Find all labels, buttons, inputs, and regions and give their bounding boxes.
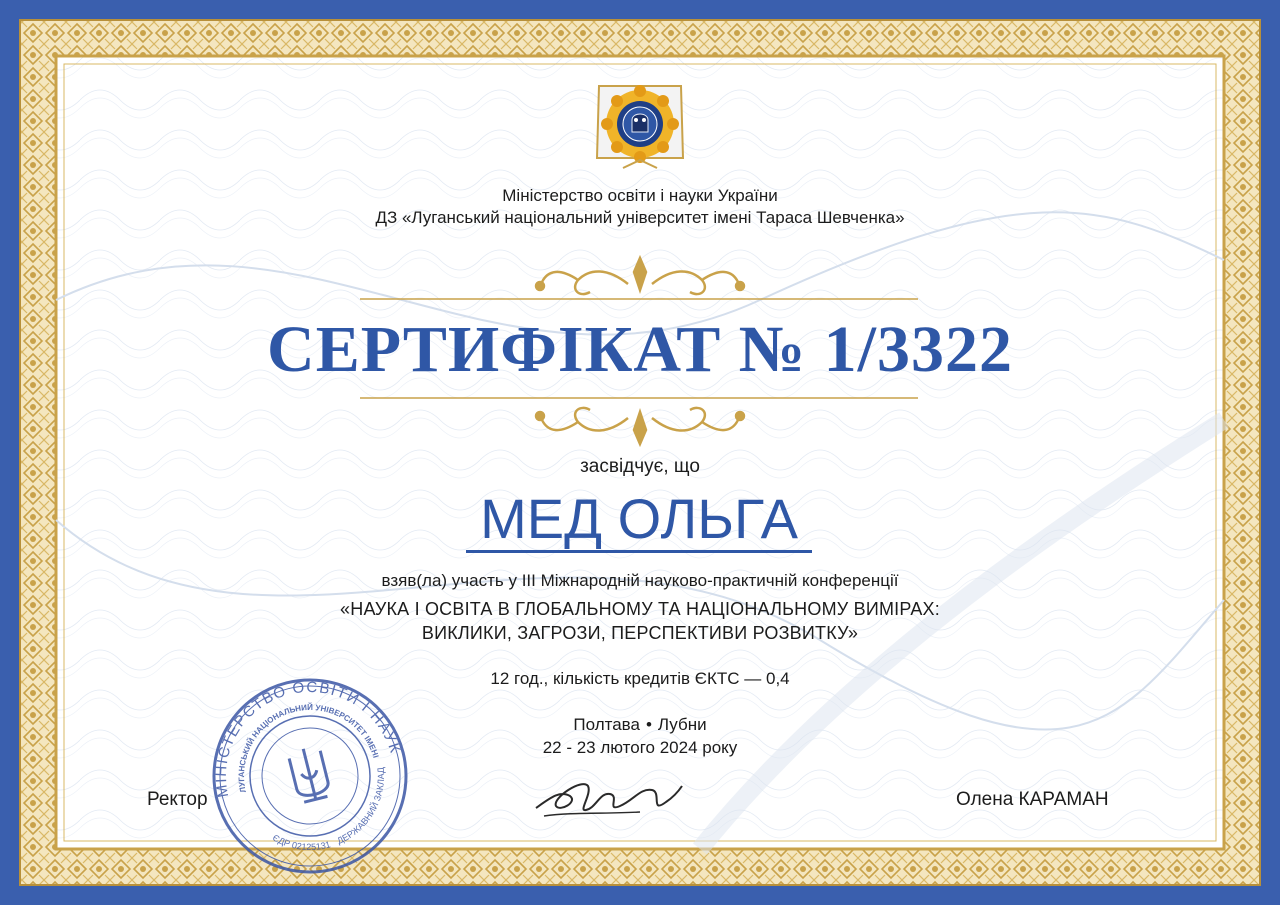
conference-title-line1: «НАУКА І ОСВІТА В ГЛОБАЛЬНОМУ ТА НАЦІОНАЛЬНОМУ ВИМІРАХ: xyxy=(340,599,940,619)
stamp-outer-text: МІНІСТЕРСТВО ОСВІТИ І НАУКИ xyxy=(212,678,404,799)
event-dates: 22 - 23 лютого 2024 року xyxy=(542,738,738,757)
stamp-inner-text: ЛУГАНСЬКИЙ НАЦІОНАЛЬНИЙ УНІВЕРСИТЕТ ІМЕНІ xyxy=(236,702,381,794)
stamp-bottom-text: ДЕРЖАВНИЙ ЗАКЛАД xyxy=(335,766,387,846)
conference-title-line2: ВИКЛИКИ, ЗАГРОЗИ, ПЕРСПЕКТИВИ РОЗВИТКУ» xyxy=(421,623,859,643)
university-name: ДЗ «Луганський національний університет імені Тараса Шевченка» xyxy=(375,208,905,227)
recipient-name-block xyxy=(466,484,812,553)
recipient-name: МЕД ОЛЬГА xyxy=(480,487,798,550)
rector-name: Олена КАРАМАН xyxy=(956,789,1109,810)
trident-icon xyxy=(288,745,332,803)
rector-label: Ректор xyxy=(147,789,208,810)
rector-signature xyxy=(530,768,690,828)
svg-text:МІНІСТЕРСТВО ОСВІТИ І НАУКИ УК xyxy=(202,676,404,804)
place-separator: • xyxy=(645,715,652,734)
certifies-text: засвідчує, що xyxy=(580,456,700,477)
official-stamp xyxy=(202,676,418,876)
stamp-code: ЄДР 02125131 xyxy=(270,832,332,853)
place-city-poltava: Полтава xyxy=(573,715,640,734)
certificate-title: СЕРТИФІКАТ № 1/3322 xyxy=(267,313,1013,386)
university-emblem xyxy=(589,80,691,176)
event-place xyxy=(0,715,1280,735)
place-city-lubny: Лубни xyxy=(657,715,707,734)
participation-text: взяв(ла) участь у ІІІ Міжнародній науково-практичній конференції xyxy=(381,571,899,590)
hours-credits: 12 год., кількість кредитів ЄКТС — 0,4 xyxy=(490,669,790,688)
ministry-name: Міністерство освіти і науки України xyxy=(502,186,778,205)
